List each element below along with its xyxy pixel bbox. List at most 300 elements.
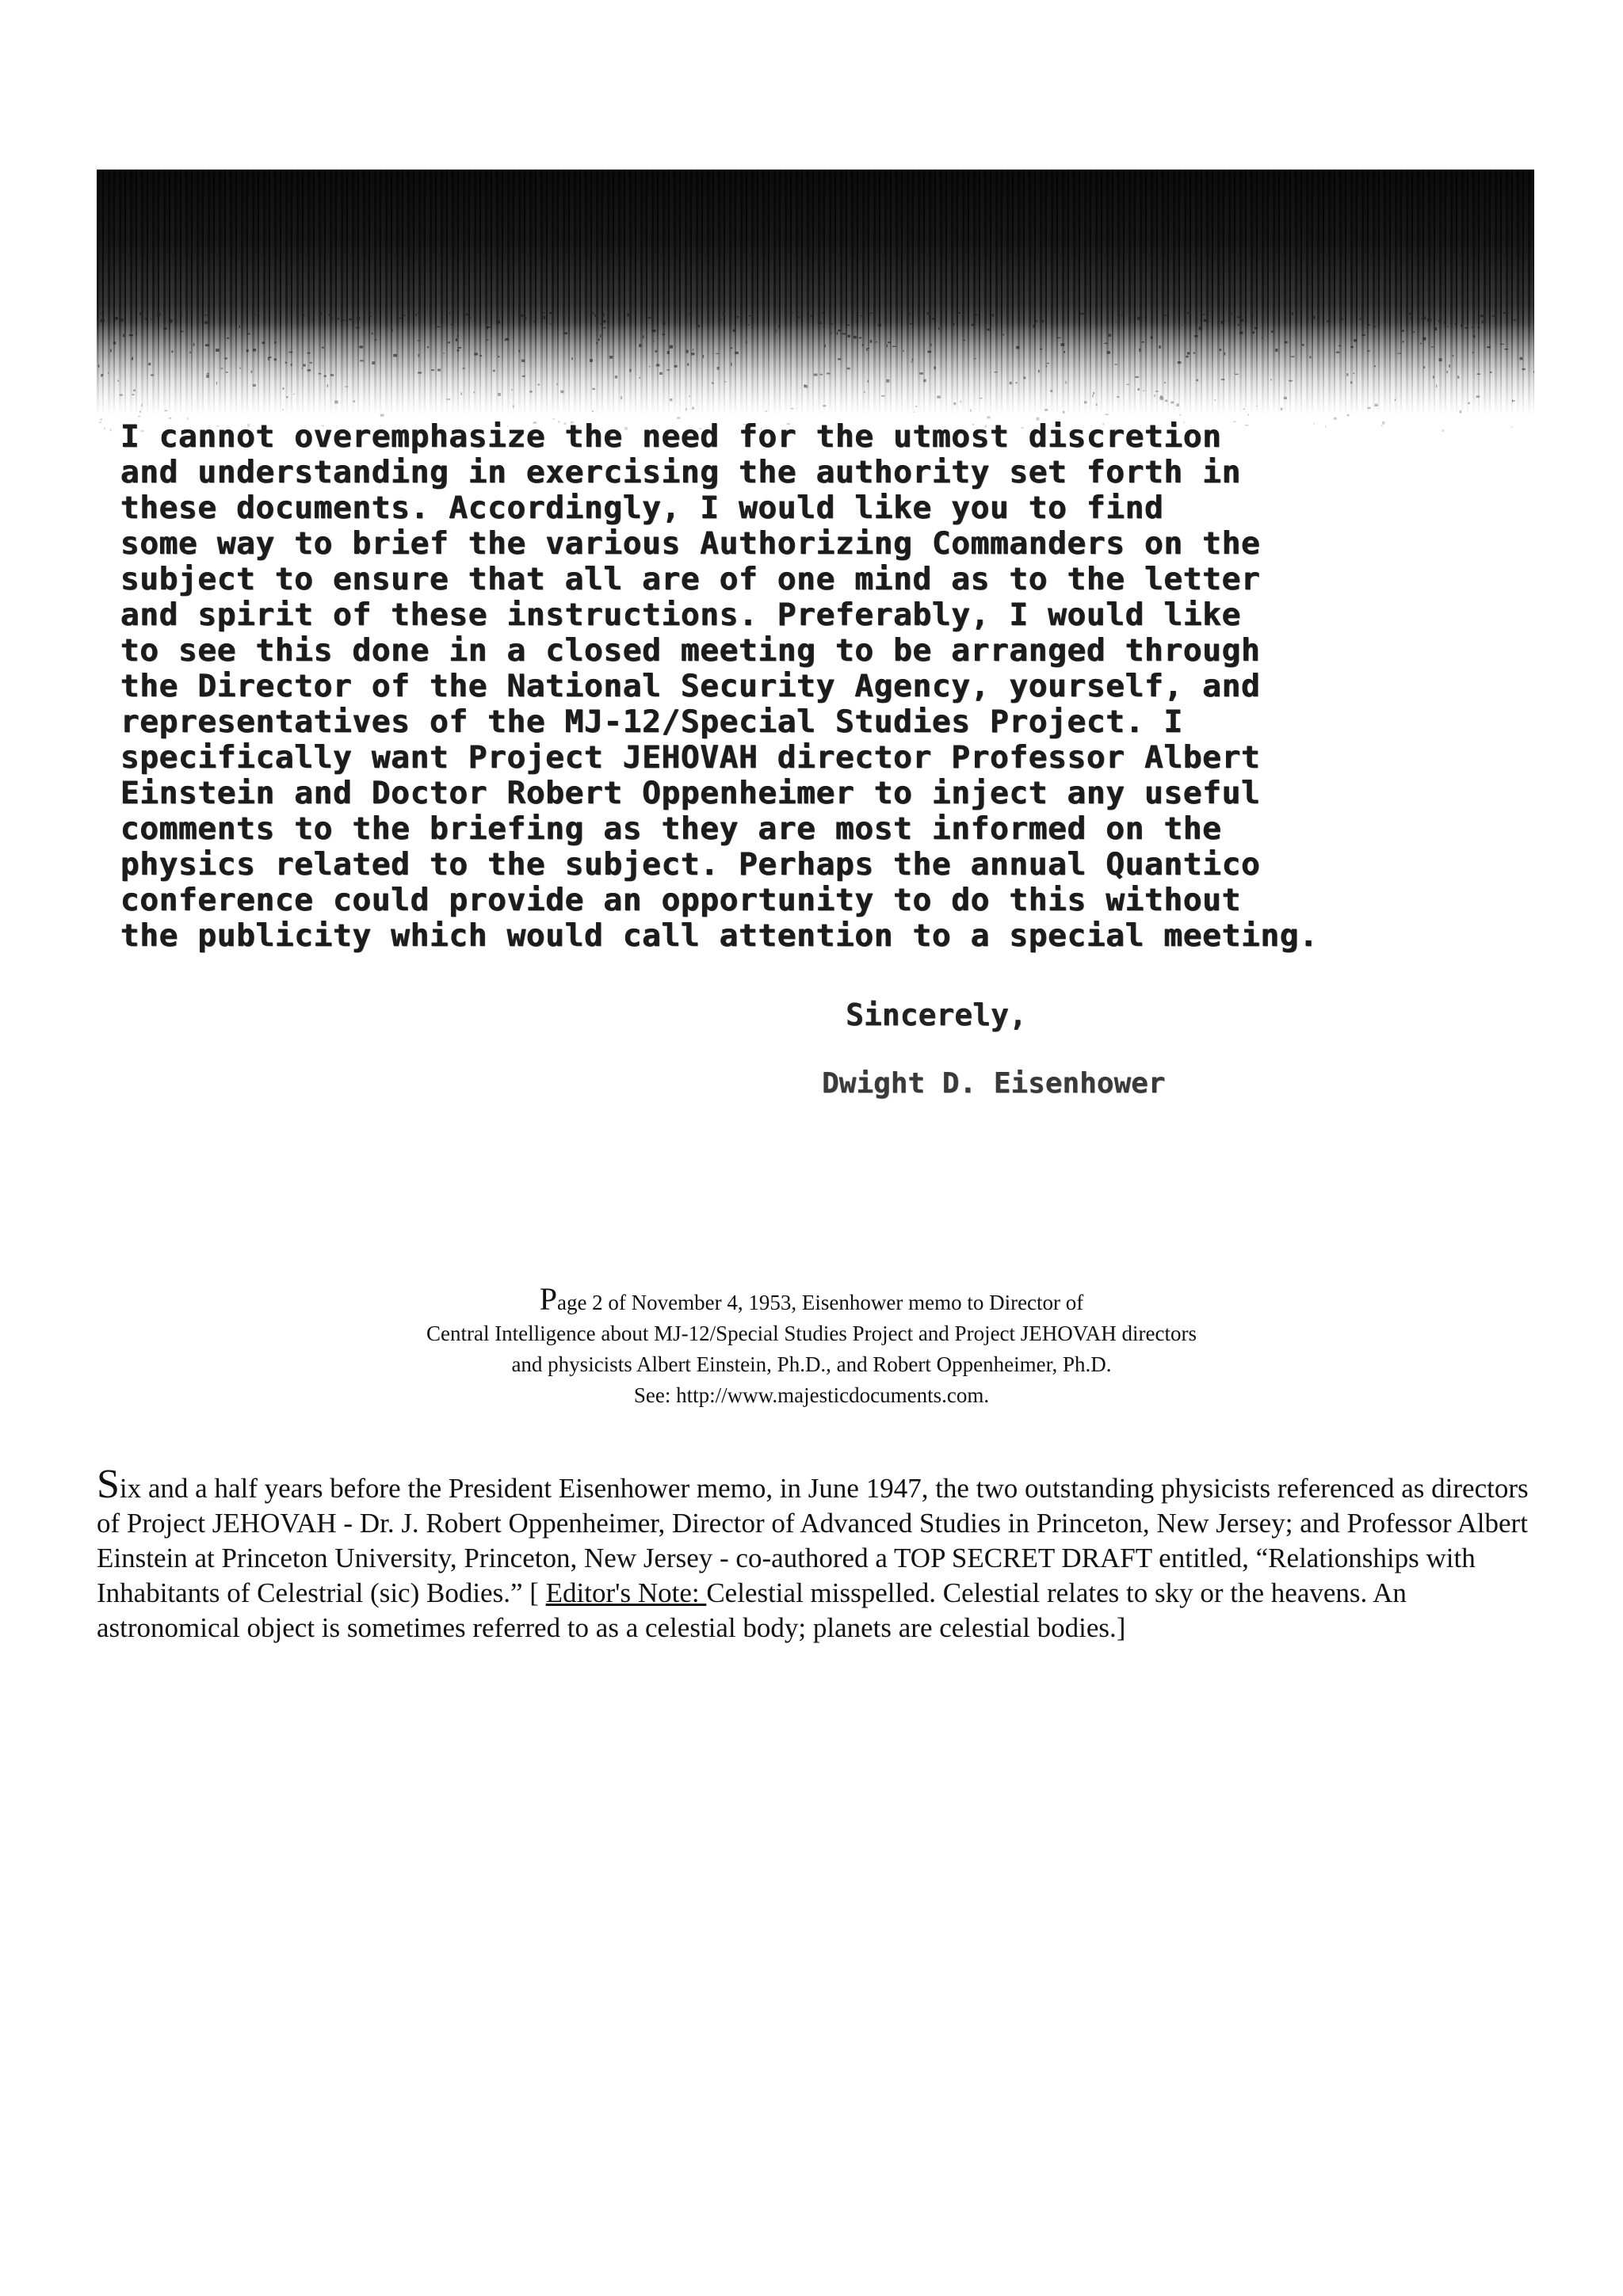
scan-speck <box>1472 352 1474 353</box>
scan-speck <box>568 316 569 318</box>
scan-speck <box>206 375 209 378</box>
scan-speck <box>656 364 660 366</box>
scan-speck <box>132 357 134 359</box>
scan-speck <box>1135 314 1136 316</box>
scan-speck <box>1144 317 1148 318</box>
scan-speck <box>1336 352 1339 353</box>
scan-speck <box>1346 373 1348 376</box>
scan-speck <box>1362 334 1365 336</box>
memo-line: representatives of the MJ-12/Special Studies Project. I <box>120 704 1183 740</box>
scan-speck <box>145 318 147 319</box>
memo-line: subject to ensure that all are of one mind as to the letter <box>120 561 1261 597</box>
scan-speck <box>1104 343 1107 344</box>
scan-speck <box>1500 344 1504 345</box>
scan-speck <box>418 354 419 357</box>
scan-speck <box>1063 411 1064 414</box>
scan-speck <box>1107 351 1110 354</box>
scan-speck <box>1186 356 1189 358</box>
scan-speck <box>1164 382 1166 383</box>
scan-speck <box>110 429 112 431</box>
scan-speck <box>334 401 338 404</box>
scan-speck <box>855 321 857 322</box>
scan-speck <box>1065 381 1066 384</box>
scan-speck <box>564 332 568 334</box>
scan-speck <box>498 356 499 357</box>
scan-speck <box>1420 343 1422 345</box>
memo-line: Einstein and Doctor Robert Oppenheimer to inject any useful <box>120 775 1261 811</box>
scan-speck <box>513 405 514 408</box>
scan-speck <box>1338 345 1341 346</box>
scan-speck <box>776 330 777 331</box>
scan-speck <box>324 375 327 377</box>
scan-speck <box>1478 327 1480 329</box>
scan-speck <box>698 325 700 327</box>
scan-speck <box>110 349 112 353</box>
scan-speck <box>1129 319 1131 322</box>
scan-speck <box>689 313 693 315</box>
scan-speck <box>1271 330 1274 333</box>
scan-speck <box>1476 395 1480 398</box>
scan-speck <box>860 315 864 316</box>
scan-speck <box>1230 312 1232 313</box>
scan-speck <box>930 344 931 346</box>
scan-speck <box>108 372 109 374</box>
scan-speck <box>418 340 420 341</box>
scan-speck <box>544 316 546 319</box>
scan-speck <box>1121 315 1125 316</box>
scan-speck <box>1366 312 1369 313</box>
scan-speck <box>226 372 228 373</box>
scan-speck <box>907 313 911 315</box>
scan-speck <box>133 390 136 392</box>
scan-speck <box>1533 371 1534 373</box>
memo-line: comments to the briefing as they are most informed on the <box>120 810 1222 847</box>
scan-speck <box>868 380 869 383</box>
scan-speck <box>723 312 725 314</box>
scan-speck <box>1368 350 1370 352</box>
scan-speck <box>139 312 142 315</box>
scan-speck <box>138 416 139 418</box>
scan-speck <box>1285 341 1288 344</box>
scan-speck <box>437 326 440 327</box>
scan-speck <box>349 318 353 320</box>
scan-speck <box>1354 339 1357 341</box>
scan-speck <box>98 364 100 367</box>
scan-speck <box>101 319 104 322</box>
scan-speck <box>353 400 355 402</box>
scan-speck <box>448 341 450 343</box>
scan-speck <box>427 346 429 348</box>
scan-speck <box>1492 315 1495 317</box>
memo-line: physics related to the subject. Perhaps the annual Quantico <box>120 846 1261 883</box>
scan-speck <box>1461 324 1462 326</box>
scan-speck <box>791 325 792 326</box>
scan-speck <box>1029 321 1031 322</box>
memo-signature: Dwight D. Eisenhower <box>822 1067 1166 1100</box>
scan-speck <box>291 364 292 366</box>
scan-speck <box>686 350 689 353</box>
scan-speck <box>310 362 312 364</box>
memo-line: these documents. Accordingly, I would like you to find <box>120 490 1164 526</box>
scan-speck <box>1159 345 1160 349</box>
caption-initial: P <box>539 1281 557 1317</box>
scan-speck <box>511 389 512 391</box>
scan-speck <box>251 371 253 373</box>
scan-speck <box>822 312 823 314</box>
scan-speck <box>360 360 363 361</box>
scan-speck <box>1160 395 1163 397</box>
scan-speck <box>247 334 250 335</box>
scan-speck <box>1433 376 1434 378</box>
scan-speck <box>720 319 722 320</box>
scan-speck <box>274 329 276 330</box>
scan-speck <box>655 350 658 353</box>
scan-speck <box>1281 408 1283 410</box>
scan-speck <box>538 384 540 386</box>
scan-speck <box>1016 346 1019 349</box>
scan-speck <box>474 391 475 393</box>
scan-speck <box>1080 313 1084 315</box>
scan-speck <box>1447 371 1448 373</box>
scan-speck <box>165 410 168 412</box>
scan-speck <box>370 316 372 317</box>
scan-speck <box>1179 414 1181 416</box>
scan-speck <box>937 395 940 399</box>
scan-speck <box>958 312 960 314</box>
scan-speck <box>274 358 277 360</box>
scan-speck <box>522 376 525 377</box>
scan-speck <box>169 319 173 322</box>
scan-speck <box>1238 324 1239 326</box>
scan-speck <box>825 345 826 348</box>
scan-speck <box>1139 349 1140 352</box>
scan-speck <box>474 353 478 355</box>
scan-speck <box>859 338 861 339</box>
scan-speck <box>980 398 982 399</box>
scan-speck <box>1347 414 1350 417</box>
scan-speck <box>854 336 857 339</box>
scan-speck <box>685 408 687 410</box>
scan-speck <box>498 393 501 396</box>
scan-speck <box>639 344 641 347</box>
scan-speck <box>923 379 926 383</box>
scan-speck <box>227 338 229 339</box>
scan-speck <box>1395 399 1396 401</box>
scan-speck <box>629 369 631 372</box>
editor-note-text: Celestial misspelled. Celestial relates to sky or the heavens. An astronomical object is sometimes referred to as a celestial body; planets are celestial bodies.] <box>97 1577 1407 1643</box>
scan-speck <box>1047 363 1049 364</box>
memo-line: I cannot overemphasize the need for the utmost discretion <box>120 418 1222 455</box>
scan-speck <box>735 316 739 318</box>
scan-speck <box>120 395 123 396</box>
scan-speck <box>842 334 846 335</box>
scan-speck <box>319 373 322 375</box>
scan-speck <box>181 331 184 333</box>
scan-speck <box>356 327 359 329</box>
scan-speck <box>1514 319 1516 321</box>
scan-speck <box>938 327 940 330</box>
scan-speck <box>571 357 573 360</box>
scan-speck <box>189 352 191 353</box>
scan-speck <box>827 373 831 375</box>
scan-speck <box>974 358 976 359</box>
scan-speck <box>204 322 208 324</box>
scan-speck <box>1512 399 1513 402</box>
scan-speck <box>1194 335 1197 338</box>
scan-speck <box>864 391 865 393</box>
scan-speck <box>735 352 739 354</box>
scan-speck <box>1350 346 1353 348</box>
scan-speck <box>101 374 104 376</box>
scan-speck <box>431 369 434 371</box>
scan-speck <box>1368 407 1371 409</box>
scan-speck <box>293 394 295 395</box>
scan-speck <box>1193 353 1195 354</box>
scan-speck <box>1289 380 1293 382</box>
scan-speck <box>1368 324 1370 326</box>
scan-speck <box>556 383 557 386</box>
scan-speck <box>1522 368 1526 370</box>
scan-speck <box>1374 365 1376 367</box>
scan-speck <box>712 382 713 383</box>
scan-speck <box>1096 403 1098 406</box>
scan-speck <box>609 356 613 359</box>
scan-speck <box>1204 319 1207 322</box>
scan-speck <box>171 351 173 353</box>
scan-speck <box>838 358 841 360</box>
scan-speck <box>1187 312 1191 314</box>
scan-speck <box>791 408 793 409</box>
scan-speck <box>1165 400 1167 402</box>
scan-speck <box>207 373 209 375</box>
scan-speck <box>374 313 377 314</box>
editor-note-label: Editor's Note: <box>545 1577 707 1608</box>
scan-speck <box>286 396 288 398</box>
paragraph-initial: S <box>97 1462 120 1507</box>
scan-speck <box>1154 395 1155 397</box>
scan-speck <box>268 357 269 360</box>
scan-speck <box>458 347 461 349</box>
scan-speck <box>866 349 868 351</box>
scan-speck <box>748 324 749 326</box>
scan-speck <box>667 351 670 354</box>
scan-speck <box>1151 337 1153 339</box>
memo-line: the publicity which would call attention to a special meeting. <box>120 917 1319 954</box>
scan-speck <box>521 315 524 317</box>
body-paragraph <box>97 1462 1539 1646</box>
scan-speck <box>733 330 735 332</box>
scan-speck <box>216 349 220 352</box>
scan-speck <box>1434 327 1438 330</box>
scan-speck <box>689 396 690 398</box>
scan-speck <box>327 384 329 387</box>
scan-speck <box>457 335 459 337</box>
scan-speck <box>1449 364 1450 368</box>
scan-speck <box>142 404 143 407</box>
scan-speck <box>1248 414 1249 415</box>
scan-speck <box>640 377 641 379</box>
scan-speck <box>670 399 672 401</box>
scan-speck <box>486 339 488 340</box>
scan-speck <box>652 330 656 332</box>
scan-speck <box>282 409 283 410</box>
scan-speck <box>120 318 123 322</box>
scan-speck <box>1411 316 1412 319</box>
caption-line-3: and physicists Albert Einstein, Ph.D., and Robert Oppenheimer, Ph.D. <box>511 1352 1112 1376</box>
scan-speck <box>876 341 877 342</box>
scan-speck <box>342 320 345 321</box>
scan-speck <box>99 421 101 423</box>
scan-speck <box>915 406 917 407</box>
scan-speck <box>649 366 650 367</box>
scan-speck <box>848 335 850 338</box>
scan-speck <box>285 362 288 364</box>
scan-speck <box>914 411 915 413</box>
scan-speck <box>1084 401 1087 403</box>
scan-speck <box>1327 320 1329 322</box>
scan-speck <box>703 355 705 358</box>
scan-speck <box>302 368 303 369</box>
scan-speck <box>129 334 133 336</box>
scan-speck <box>992 314 994 317</box>
scan-speck <box>157 313 161 316</box>
scan-speck <box>418 317 421 318</box>
scan-speck <box>621 396 622 399</box>
scan-speck <box>139 410 141 412</box>
memo-line: and spirit of these instructions. Preferably, I would like <box>120 597 1242 633</box>
scan-speck <box>1215 399 1216 401</box>
scan-speck <box>591 312 594 314</box>
scan-speck <box>560 391 563 394</box>
scan-speck <box>437 369 441 372</box>
scan-speck <box>592 410 594 412</box>
scan-speck <box>870 340 873 343</box>
scan-speck <box>1532 329 1533 330</box>
scan-speck <box>953 323 955 326</box>
scan-speck <box>1503 312 1507 314</box>
scan-speck <box>319 312 322 315</box>
scan-speck <box>647 317 651 318</box>
scan-speck <box>602 320 606 323</box>
scan-speck <box>615 376 617 379</box>
scan-speck <box>331 317 333 318</box>
memo-line: to see this done in a closed meeting to be arranged through <box>120 632 1261 669</box>
scan-speck <box>375 339 377 340</box>
scan-speck <box>1341 318 1343 320</box>
scan-speck <box>1438 320 1442 322</box>
scan-speck <box>1064 351 1065 353</box>
scan-speck <box>1060 343 1064 346</box>
scan-speck <box>687 363 689 365</box>
scan-speck <box>691 353 694 355</box>
scan-speck <box>797 316 800 318</box>
scan-speck <box>1126 384 1129 385</box>
scan-speck <box>823 405 826 406</box>
memo-line: the Director of the National Security Agency, yourself, and <box>120 668 1261 704</box>
scan-speck <box>253 349 256 352</box>
caption-line-1 <box>0 1283 1623 1318</box>
scan-speck <box>1309 356 1311 358</box>
scan-speck <box>590 359 593 362</box>
scan-speck <box>496 321 500 324</box>
scan-speck <box>1457 376 1459 379</box>
scan-speck <box>1254 327 1258 330</box>
scan-speck <box>1465 327 1468 329</box>
scan-speck <box>1176 403 1178 406</box>
scan-speck <box>934 367 937 370</box>
scan-speck <box>123 334 124 338</box>
scan-speck <box>148 363 151 365</box>
scan-speck <box>987 329 990 331</box>
scan-speck <box>608 314 609 315</box>
scan-speck <box>1444 322 1446 324</box>
scan-speck <box>372 361 375 364</box>
paragraph-text: ix and a half years before the President Eisenhower memo, in June 1947, the two outstanding physicists referenced as directors of Project JEHOVAH - Dr. J. Robert Oppenheimer, Director of Advanced Studies in Princeton, New Jersey; and Professor Albert Einstein at Princeton University, Princeton, New Jersey - co-authored a TOP SECRET DRAFT entitled, “Relationships with Inhabitants of Celestrial (sic) Bodies.” [ <box>97 1473 1529 1608</box>
scan-speck <box>1487 346 1491 348</box>
scan-speck <box>163 328 166 330</box>
scan-speck <box>729 316 731 318</box>
scan-speck <box>972 324 976 326</box>
scan-speck <box>1423 366 1425 368</box>
scan-speck <box>847 325 850 326</box>
scan-speck <box>115 317 118 320</box>
scan-speck <box>674 365 678 368</box>
scan-speck <box>888 341 891 343</box>
scan-speck <box>932 318 934 320</box>
scan-speck <box>1284 397 1287 399</box>
scan-speck <box>881 395 885 397</box>
scan-speck <box>493 370 495 372</box>
scan-speck <box>919 372 923 375</box>
scan-speck <box>1033 325 1035 328</box>
scan-speck <box>1016 382 1018 383</box>
memo-line: conference could provide an opportunity to do this without <box>120 882 1242 918</box>
scan-speck <box>1413 331 1415 333</box>
scan-speck <box>104 427 105 429</box>
scan-speck <box>1431 346 1434 347</box>
scan-speck <box>912 359 914 360</box>
scan-speck <box>1402 330 1404 332</box>
scan-speck <box>1202 314 1205 315</box>
scan-speck <box>1117 396 1120 398</box>
scan-speck <box>369 312 371 314</box>
scan-speck <box>307 353 311 354</box>
scan-speck <box>862 344 864 346</box>
scan-speck <box>329 314 330 316</box>
scan-speck <box>1490 372 1491 373</box>
scan-speck <box>886 379 889 383</box>
scan-speck <box>1427 318 1431 321</box>
scan-speck <box>804 385 808 388</box>
scan-speck <box>357 317 360 320</box>
scan-speck <box>963 340 965 341</box>
scan-speck <box>745 341 747 342</box>
scan-speck <box>1221 379 1225 380</box>
scan-speck <box>1046 365 1047 367</box>
scan-speck <box>867 348 870 349</box>
scan-speck <box>307 369 311 372</box>
scan-speck <box>602 313 604 316</box>
scan-speck <box>181 314 183 316</box>
scan-speck <box>239 326 240 328</box>
scan-speck <box>466 314 468 316</box>
scan-speck <box>724 381 726 382</box>
scan-speck <box>911 360 912 362</box>
scan-speck <box>1423 316 1426 319</box>
scan-speck <box>468 317 472 318</box>
scan-speck <box>1241 319 1243 322</box>
scan-speck <box>1473 335 1476 338</box>
